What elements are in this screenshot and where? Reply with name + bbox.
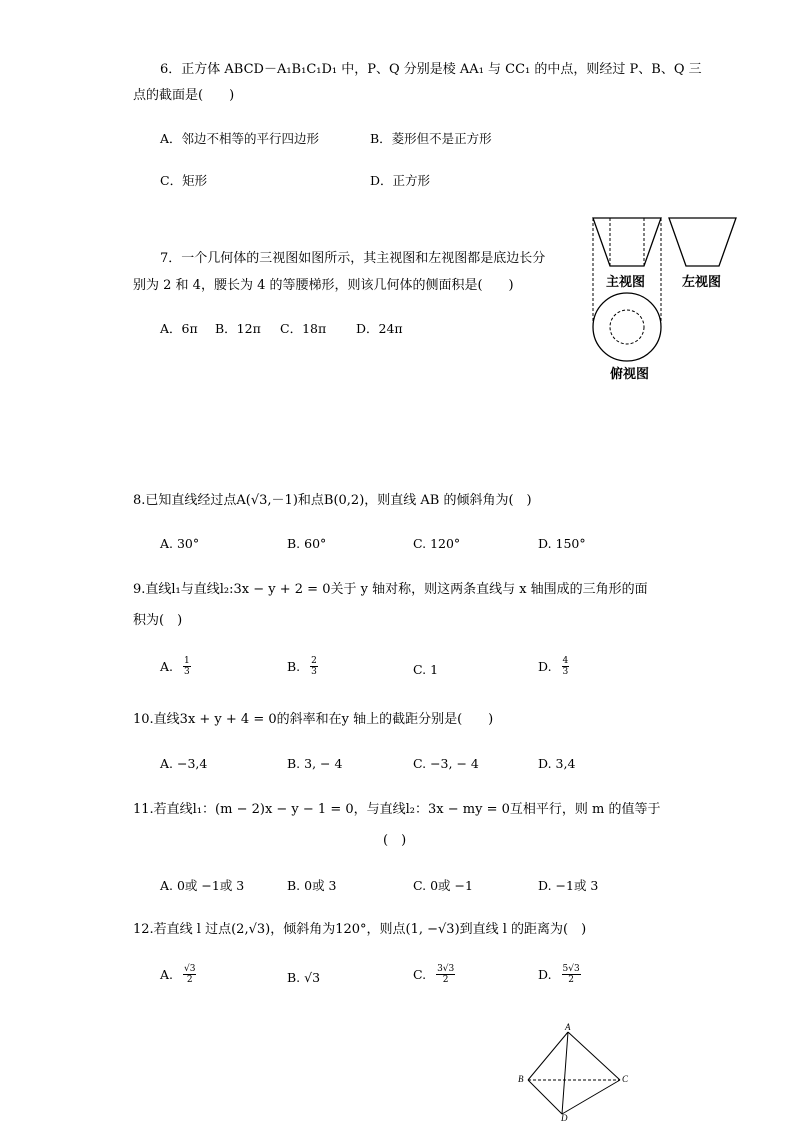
- q9-option-a-numerator: 1: [184, 656, 190, 666]
- q7-option-b: B．12π: [215, 321, 261, 336]
- edge-ad: [562, 1032, 568, 1114]
- q9-option-b-numerator: 2: [311, 656, 317, 666]
- side-view-label: 左视图: [682, 275, 722, 290]
- q12-option-a: [160, 964, 196, 985]
- q11-stem-line2: ( ): [383, 833, 407, 848]
- q8-option-b: B. 60°: [287, 536, 327, 551]
- q6-option-a: A．邻边不相等的平行四边形: [160, 131, 320, 146]
- q12-option-d-numerator: 5√3: [562, 964, 580, 974]
- q8-option-a: A. 30°: [160, 536, 200, 551]
- q12-option-b: [287, 970, 320, 985]
- vertex-label-d: D: [561, 1113, 568, 1123]
- front-view-label: 主视图: [606, 275, 646, 290]
- q9-option-a: [160, 656, 191, 677]
- q11-option-a: A. 0或 −1或 3: [160, 878, 245, 893]
- q12-option-c: [413, 964, 455, 985]
- q10-option-d: D. 3,4: [538, 756, 576, 771]
- q9-option-b-letter: B.: [287, 659, 301, 674]
- top-view-inner-circle: [610, 310, 644, 344]
- q9-option-d-numerator: 4: [562, 656, 569, 666]
- q12-option-b-letter: B.: [287, 970, 301, 985]
- q10-option-b: B. 3, − 4: [287, 756, 343, 771]
- q7-stem-line1: 7．一个几何体的三视图如图所示，其主视图和左视图都是底边长分: [160, 251, 546, 266]
- q7-stem-line2: 别为 2 和 4，腰长为 4 的等腰梯形，则该几何体的侧面积是( ): [133, 278, 514, 293]
- q11-option-d: D. −1或 3: [538, 878, 599, 893]
- q6-option-d: D．正方形: [370, 173, 431, 188]
- q12-option-a-letter: A.: [160, 967, 174, 982]
- q12-option-d-letter: D.: [538, 967, 552, 982]
- vertex-label-c: C: [622, 1074, 629, 1084]
- q9-option-d: [538, 656, 569, 677]
- q7-option-d: D．24π: [356, 321, 403, 336]
- q6-stem-line2: 点的截面是( ): [133, 88, 235, 103]
- q9-option-d-denominator: 3: [562, 667, 569, 677]
- three-view-figure: [585, 210, 745, 390]
- q9-option-b: [287, 656, 318, 677]
- q8-stem: 8.已知直线经过点A(√3,－1)和点B(0,2)，则直线 AB 的倾斜角为( ): [133, 493, 532, 508]
- edge-ab: [528, 1032, 568, 1080]
- q12-option-a-numerator: √3: [184, 964, 196, 974]
- q11-stem-line1: 11.若直线l₁：(m − 2)x − y − 1 = 0，与直线l₂：3x − my = 0互相平行，则 m 的值等于: [133, 802, 661, 817]
- q10-option-c: C. −3, − 4: [413, 756, 479, 771]
- q9-stem-line1: 9.直线l₁与直线l₂:3x − y + 2 = 0关于 y 轴对称，则这两条直线与 x 轴围成的三角形的面: [133, 582, 648, 597]
- q12-option-c-denominator: 2: [442, 975, 449, 985]
- q8-option-c: C. 120°: [413, 536, 461, 551]
- q7-option-a: A．6π: [160, 321, 198, 336]
- edge-cd: [562, 1080, 620, 1114]
- q6-option-c: C．矩形: [160, 173, 208, 188]
- top-view-label: 俯视图: [610, 367, 650, 382]
- q12-option-d-denominator: 2: [568, 975, 574, 985]
- q12-option-c-letter: C.: [413, 967, 427, 982]
- q7-option-c: C．18π: [280, 321, 327, 336]
- edge-ac: [568, 1032, 620, 1080]
- side-view-trapezoid: [669, 218, 736, 266]
- q10-option-a: A. −3,4: [160, 756, 208, 771]
- q9-stem-line2: 积为( ): [133, 613, 183, 628]
- front-view-trapezoid: [593, 218, 661, 266]
- q10-stem: 10.直线3x + y + 4 = 0的斜率和在y 轴上的截距分别是( ): [133, 712, 494, 727]
- q9-option-c: [413, 662, 438, 677]
- q12-option-d: [538, 964, 581, 985]
- q9-option-c-value: 1: [430, 662, 439, 677]
- q11-option-b: B. 0或 3: [287, 878, 337, 893]
- q6-stem-line1: 6．正方体 ABCD－A₁B₁C₁D₁ 中，P、Q 分别是棱 AA₁ 与 CC₁ 的中点，则经过 P、B、Q 三: [160, 62, 702, 77]
- q8-option-d: D. 150°: [538, 536, 586, 551]
- q9-option-d-letter: D.: [538, 659, 552, 674]
- q9-option-b-denominator: 3: [311, 667, 317, 677]
- edge-bd: [528, 1080, 562, 1114]
- q12-stem: 12.若直线 l 过点(2,√3)，倾斜角为120°，则点(1, −√3)到直线 l 的距离为( ): [133, 922, 587, 937]
- vertex-label-a: A: [565, 1022, 571, 1032]
- q6-option-b: B．菱形但不是正方形: [370, 131, 492, 146]
- q12-option-b-value: √3: [304, 970, 321, 985]
- q11-option-c: C. 0或 −1: [413, 878, 473, 893]
- q9-option-a-letter: A.: [160, 659, 174, 674]
- vertex-label-b: B: [518, 1074, 524, 1084]
- q12-option-a-denominator: 2: [186, 975, 193, 985]
- q9-option-c-letter: C.: [413, 662, 427, 677]
- q9-option-a-denominator: 3: [184, 667, 190, 677]
- q12-option-c-numerator: 3√3: [437, 964, 455, 974]
- tetrahedron-figure: [510, 1022, 640, 1123]
- top-view-outer-circle: [593, 293, 661, 361]
